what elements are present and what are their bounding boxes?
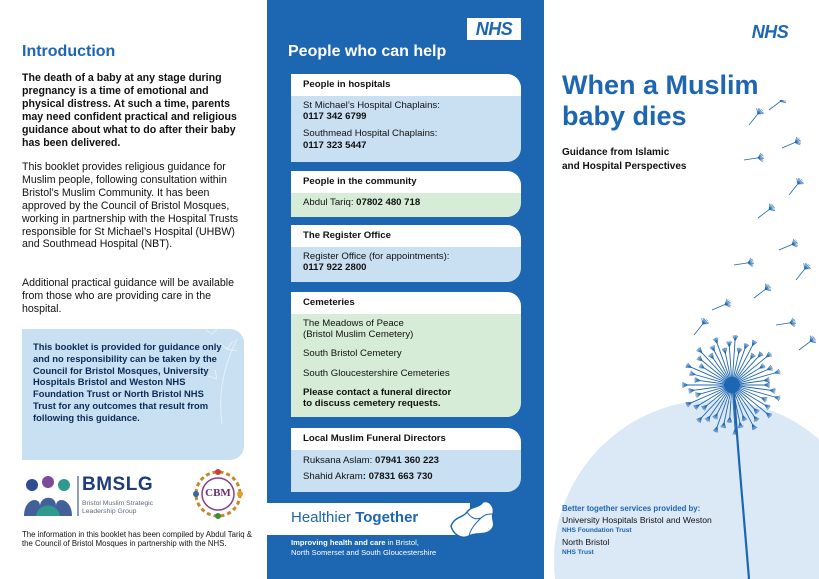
healthier-together-map-icon bbox=[445, 496, 503, 540]
healthier-sub-bold: Improving health and care bbox=[291, 538, 386, 547]
better-together-tagline: Better together services provided by: bbox=[562, 504, 701, 513]
right-panel bbox=[544, 0, 819, 579]
phone-number: 0117 922 2800 bbox=[303, 262, 367, 274]
disclaimer-box bbox=[22, 329, 244, 460]
card-funeral-directors bbox=[291, 428, 521, 492]
booklet-subtitle bbox=[562, 146, 742, 173]
card-row-label: Register Office (for appointments): bbox=[303, 251, 450, 262]
nhs-logo bbox=[743, 21, 797, 43]
phone-number: : 07831 663 730 bbox=[362, 471, 433, 483]
nhs-logo-text: NHS bbox=[475, 19, 513, 39]
card-title: The Register Office bbox=[291, 225, 521, 247]
compiled-note: The information in this booklet has been compiled by Abdul Tariq & the Council of Bristol Mosques in partnership with the NHS. bbox=[22, 530, 253, 549]
bmslg-title: BMSLG bbox=[82, 474, 154, 495]
middle-panel bbox=[267, 0, 544, 579]
uhbw-name: University Hospitals Bristol and Weston bbox=[562, 515, 712, 525]
cemetery-note: Please contact a funeral director bbox=[303, 386, 452, 398]
phone-number: 0117 342 6799 bbox=[303, 111, 367, 123]
uhbw-subtitle: NHS Foundation Trust bbox=[562, 527, 632, 534]
director-name: Shahid Akram bbox=[303, 471, 363, 483]
cbm-logo-icon bbox=[192, 468, 244, 520]
healthier-word: Healthier bbox=[291, 509, 356, 526]
cemetery-name: South Gloucestershire Cemeteries bbox=[303, 367, 450, 379]
nbt-name: North Bristol bbox=[562, 537, 610, 547]
nhs-logo bbox=[467, 18, 521, 40]
introduction-heading: Introduction bbox=[22, 43, 116, 60]
cemetery-name: South Bristol Cemetery bbox=[303, 348, 402, 360]
disclaimer-text: This booklet is provided for guidance only and no responsibility can be taken by the Council for Bristol Mosques, University Hospitals Bristol and Weston NHS Foundation Trust or North Bristol NHS Trust for any outcomes that result from following this guidance. bbox=[33, 341, 222, 423]
phone-number: 07802 480 718 bbox=[356, 197, 421, 208]
nhs-logo-text: NHS bbox=[751, 22, 789, 42]
intro-paragraph-2: Additional practical guidance will be available from those who are providing care in the hospital. bbox=[22, 277, 235, 315]
card-row-label: Abdul Tariq: bbox=[303, 197, 357, 208]
card-cemeteries bbox=[291, 292, 521, 417]
card-row-label: Southmead Hospital Chaplains: bbox=[303, 128, 438, 140]
subtitle-line-2: and Hospital Perspectives bbox=[562, 160, 687, 172]
card-row-label: St Michael’s Hospital Chaplains: bbox=[303, 100, 440, 111]
healthier-together-title bbox=[291, 509, 418, 526]
card-people-in-hospitals bbox=[291, 74, 521, 162]
card-title: People in hospitals bbox=[291, 74, 521, 96]
card-title: People in the community bbox=[291, 171, 521, 193]
cemetery-name: The Meadows of Peace bbox=[303, 318, 404, 329]
nbt-subtitle: NHS Trust bbox=[562, 549, 594, 556]
cemetery-name-detail: (Bristol Muslim Cemetery) bbox=[303, 329, 414, 341]
bmslg-subtitle: Bristol Muslim Strategic Leadership Group bbox=[82, 500, 154, 516]
cemetery-note-2: to discuss cemetery requests. bbox=[303, 398, 441, 410]
booklet-title: When a Muslim baby dies bbox=[562, 70, 759, 131]
intro-paragraph-1: This booklet provides religious guidance for Muslim people, following consultation within Bristol’s Muslim Community. It has been approved by the Council of Bristol Mosques, working in partnership with the Hospital Trusts responsible for St Michael’s Hospital (UHBW) and Southmead Hospital (NBT). bbox=[22, 161, 239, 251]
intro-bold-paragraph: The death of a baby at any stage during pregnancy is a time of emotional and physical distress. At such a time, parents may need confident practical and religious guidance about what to do after their baby has been delivered. bbox=[22, 72, 237, 149]
card-register-office bbox=[291, 225, 521, 282]
healthier-together-subtitle bbox=[291, 538, 501, 557]
cbm-label: CBM bbox=[205, 487, 231, 499]
card-people-in-community bbox=[291, 171, 521, 217]
healthier-sub-rest: in Bristol, bbox=[385, 538, 419, 547]
phone-number: 0117 323 5447 bbox=[303, 139, 367, 151]
together-word: Together bbox=[355, 509, 419, 526]
left-panel bbox=[0, 0, 267, 579]
people-who-can-help-heading: People who can help bbox=[288, 43, 447, 60]
subtitle-line-1: Guidance from Islamic bbox=[562, 147, 670, 158]
healthier-sub-line2: North Somerset and South Gloucestershire bbox=[291, 547, 437, 557]
card-title: Local Muslim Funeral Directors bbox=[291, 428, 521, 450]
director-name: Ruksana Aslam: bbox=[303, 455, 375, 466]
card-title: Cemeteries bbox=[291, 292, 521, 314]
phone-number: 07941 360 223 bbox=[375, 455, 440, 466]
